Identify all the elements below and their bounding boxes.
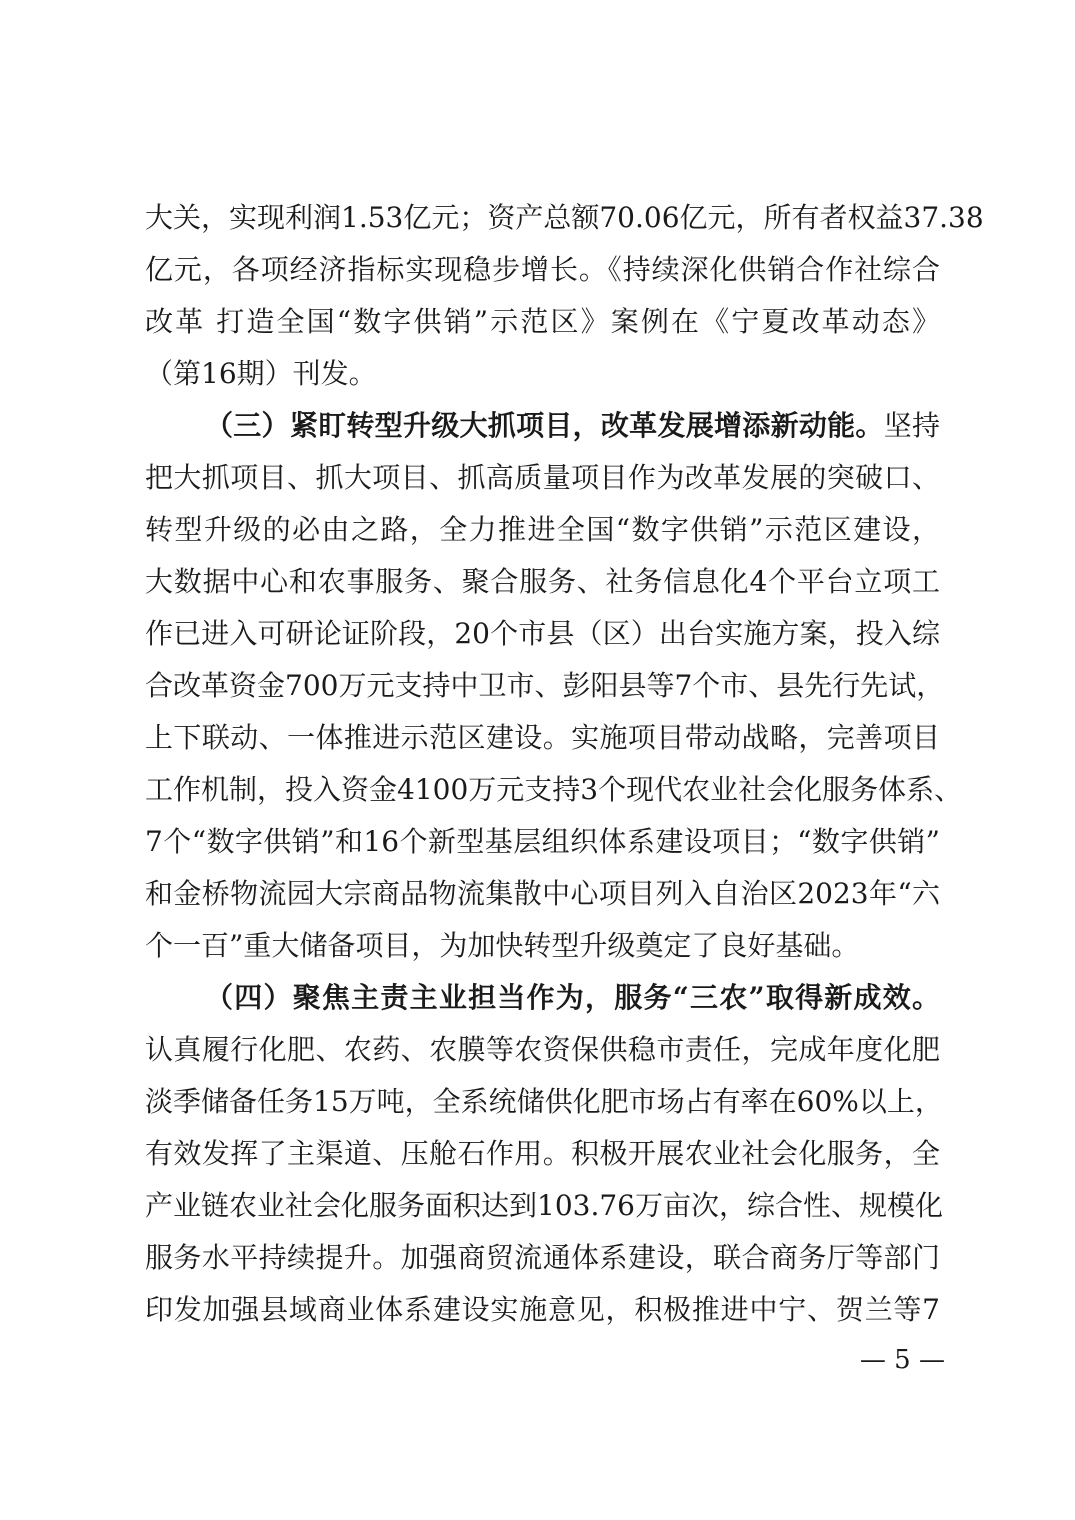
paragraph-3-first-line: [205, 400, 940, 452]
text-line-17: 认真履行化肥、农药、农膜等农资保供稳市责任，完成年度化肥: [145, 1033, 940, 1066]
text-line-19: 有效发挥了主渠道、压舱石作用。积极开展农业社会化服务，全: [145, 1137, 940, 1170]
text-line-7: 转型升级的必由之路，全力推进全国“数字供销”示范区建设，: [145, 513, 940, 546]
paragraph-3-heading: （三）紧盯转型升级大抓项目，改革发展增添新动能。: [205, 409, 884, 442]
text-line-14: 和金桥物流园大宗商品物流集散中心项目列入自治区2023年“六: [145, 877, 940, 910]
text-line-20: 产业链农业社会化服务面积达到103.76万亩次，综合性、规模化: [145, 1189, 943, 1222]
text-line-15: 个一百”重大储备项目，为加快转型升级奠定了良好基础。: [145, 929, 860, 962]
text-line-22: 印发加强县域商业体系建设实施意见，积极推进中宁、贺兰等7: [145, 1293, 940, 1326]
text-line-1: 大关，实现利润1.53亿元；资产总额70.06亿元，所有者权益37.38: [145, 201, 984, 234]
text-line-21: 服务水平持续提升。加强商贸流通体系建设，联合商务厅等部门: [145, 1241, 940, 1274]
text-line-2: 亿元，各项经济指标实现稳步增长。《持续深化供销合作社综合: [145, 253, 940, 286]
text-line-4: （第16期）刊发。: [145, 357, 377, 390]
paragraph-4-heading: （四）聚焦主责主业担当作为，服务“三农”取得新成效。: [205, 981, 940, 1014]
text-line-18: 淡季储备任务15万吨，全系统储供化肥市场占有率在60%以上，: [145, 1085, 943, 1118]
text-line-11: 上下联动、一体推进示范区建设。实施项目带动战略，完善项目: [145, 721, 940, 754]
text-line-9: 作已进入可研论证阶段，20个市县（区）出台实施方案，投入综: [145, 617, 940, 650]
text-line-13: 7个“数字供销”和16个新型基层组织体系建设项目；“数字供销”: [145, 825, 940, 858]
paragraph-3-lead: 坚持: [883, 409, 940, 442]
paragraph-4-first-line: [205, 972, 940, 1024]
text-line-6: 把大抓项目、抓大项目、抓高质量项目作为改革发展的突破口、: [145, 461, 940, 494]
text-line-12: 工作机制，投入资金4100万元支持3个现代农业社会化服务体系、: [145, 773, 963, 806]
page-number: — 5 —: [859, 1345, 945, 1375]
text-line-8: 大数据中心和农事服务、聚合服务、社务信息化4个平台立项工: [145, 565, 940, 598]
text-line-3: 改革 打造全国“数字供销”示范区》案例在《宁夏改革动态》: [145, 305, 940, 338]
text-line-10: 合改革资金700万元支持中卫市、彭阳县等7个市、县先行先试，: [145, 669, 945, 702]
